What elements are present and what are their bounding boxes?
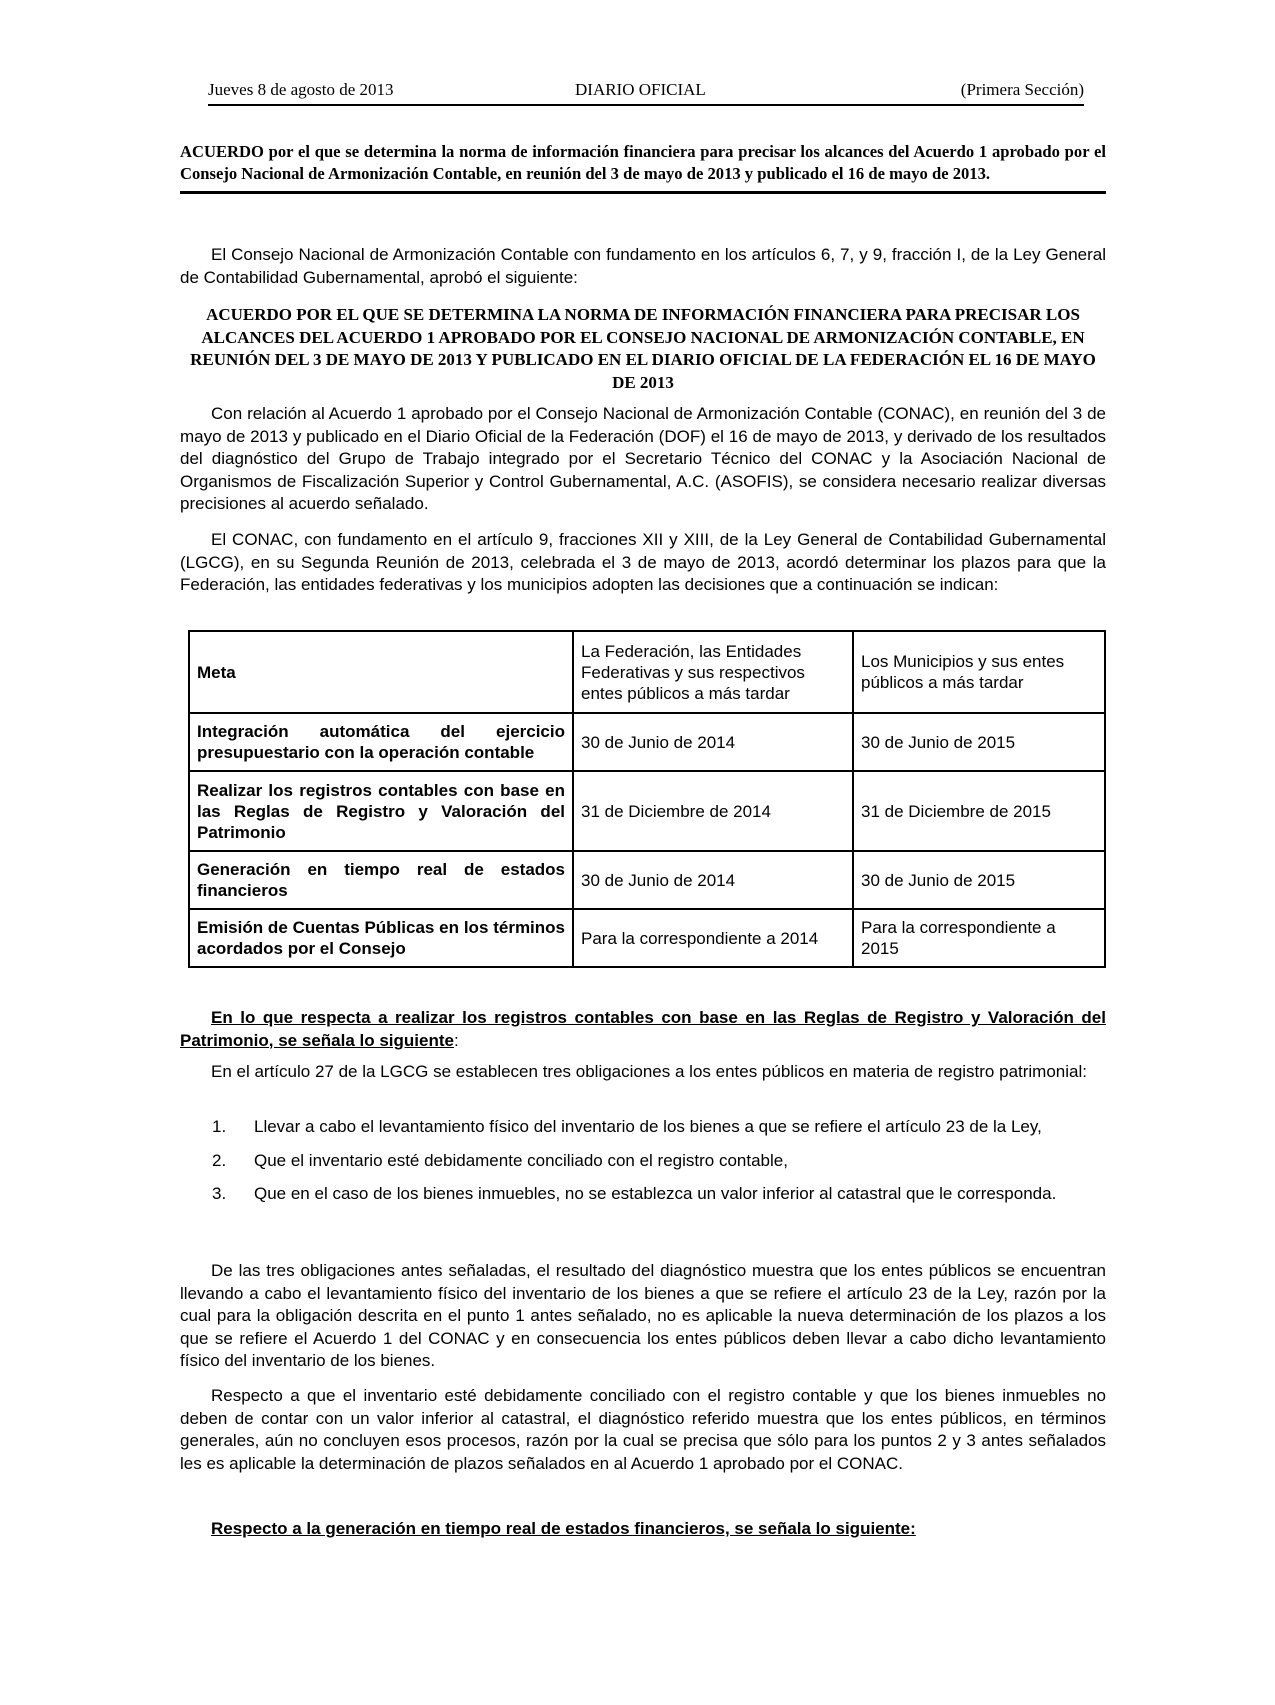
header-publication: DIARIO OFICIAL	[575, 80, 706, 99]
paragraph-1: Con relación al Acuerdo 1 aprobado por el Consejo Nacional de Armonización Contable (CONAC), en reunión del 3 de mayo de 2013 y publicado en el Diario Oficial de la Federación (DOF) el 16 de mayo de 2013, y derivado de los resultados del diagnóstico del Grupo de Trabajo integrado por el Secretario Técnico del CONAC y la Asociación Nacional de Organismos de Fiscalización Superior y Control Gubernamental, A.C. (ASOFIS), se considera necesario realizar diversas precisiones al acuerdo señalado.	[180, 404, 1106, 513]
table-header-row	[189, 631, 1105, 713]
row-municipios: 31 de Diciembre de 2015	[853, 771, 1105, 851]
list-item-text: Que el inventario esté debidamente conciliado con el registro contable,	[254, 1150, 788, 1170]
obligations-list	[180, 1116, 1106, 1217]
row-meta: Realizar los registros contables con base en las Reglas de Registro y Valoración del Patrimonio	[189, 771, 573, 851]
table-row	[189, 851, 1105, 909]
row-federacion: 31 de Diciembre de 2014	[573, 771, 853, 851]
list-item-text: Llevar a cabo el levantamiento físico del inventario de los bienes a que se refiere el artículo 23 de la Ley,	[254, 1117, 1042, 1136]
subhead-registros-colon: :	[453, 1030, 459, 1050]
subhead-registros	[180, 1007, 1106, 1052]
row-federacion: Para la correspondiente a 2014	[573, 909, 853, 967]
subhead-estados-financieros	[180, 1518, 1106, 1541]
subhead-registros-text: En lo que respecta a realizar los registros contables con base en las Reglas de Registro y Valoración del Patrimonio, se señala lo siguiente	[180, 1008, 1106, 1050]
row-meta: Generación en tiempo real de estados financieros	[189, 851, 573, 909]
header-meta: Meta	[189, 631, 573, 713]
table-row	[189, 909, 1105, 967]
acuerdo-title: ACUERDO por el que se determina la norma de información financiera para precisar los alcances del Acuerdo 1 aprobado por el Consejo Nacional de Armonización Contable, en reunión del 3 de mayo de 2013 y publicado el 16 de mayo de 2013.	[180, 141, 1106, 194]
list-item	[180, 1183, 1106, 1206]
header-federacion: La Federación, las Entidades Federativas y sus respectivos entes públicos a más tardar	[573, 631, 853, 713]
list-item	[180, 1150, 1106, 1173]
header-section: (Primera Sección)	[960, 80, 1084, 99]
list-item	[180, 1116, 1106, 1139]
table-row	[189, 771, 1105, 851]
row-municipios: 30 de Junio de 2015	[853, 713, 1105, 771]
center-title: ACUERDO POR EL QUE SE DETERMINA LA NORMA DE INFORMACIÓN FINANCIERA PARA PRECISAR LOS ALCANCES DEL ACUERDO 1 APROBADO POR EL CONSEJO NACIONAL DE ARMONIZACIÓN CONTABLE, EN REUNIÓN DEL 3 DE MAYO DE 2013 Y PUBLICADO EN EL DIARIO OFICIAL DE LA FEDERACIÓN EL 16 DE MAYO DE 2013	[190, 305, 1096, 392]
paragraph-2: El CONAC, con fundamento en el artículo 9, fracciones XII y XIII, de la Ley General de Contabilidad Gubernamental (LGCG), en su Segunda Reunión de 2013, celebrada el 3 de mayo de 2013, acordó determinar los plazos para que la Federación, las entidades federativas y los municipios adopten las decisiones que a continuación se indican:	[180, 530, 1106, 594]
list-item-text: Que en el caso de los bienes inmuebles, no se establezca un valor inferior al catastral que le corresponda.	[254, 1184, 1057, 1203]
metas-table	[188, 630, 1106, 968]
row-federacion: 30 de Junio de 2014	[573, 851, 853, 909]
intro-paragraph: El Consejo Nacional de Armonización Contable con fundamento en los artículos 6, 7, y 9, fracción I, de la Ley General de Contabilidad Gubernamental, aprobó el siguiente:	[180, 245, 1106, 287]
header-date: Jueves 8 de agosto de 2013	[208, 80, 394, 99]
list-item-number: 3.	[212, 1184, 227, 1203]
list-item-number: 1.	[212, 1117, 227, 1136]
page-header	[208, 78, 1084, 106]
subhead-estados-financieros-text: Respecto a la generación en tiempo real de estados financieros, se señala lo siguiente:	[211, 1519, 916, 1538]
header-municipios: Los Municipios y sus entes públicos a más tardar	[853, 631, 1105, 713]
row-meta: Integración automática del ejercicio presupuestario con la operación contable	[189, 713, 573, 771]
list-item-number: 2.	[212, 1150, 227, 1170]
paragraph-3: En el artículo 27 de la LGCG se establecen tres obligaciones a los entes públicos en materia de registro patrimonial:	[211, 1062, 1087, 1081]
row-federacion: 30 de Junio de 2014	[573, 713, 853, 771]
row-municipios: Para la correspondiente a 2015	[853, 909, 1105, 967]
row-meta: Emisión de Cuentas Públicas en los términos acordados por el Consejo	[189, 909, 573, 967]
row-municipios: 30 de Junio de 2015	[853, 851, 1105, 909]
paragraph-4: De las tres obligaciones antes señaladas, el resultado del diagnóstico muestra que los entes públicos se encuentran llevando a cabo el levantamiento físico del inventario de los bienes a que se refiere el artículo 23 de la Ley, razón por la cual para la obligación descrita en el punto 1 antes señalado, no es aplicable la nueva determinación de los plazos a los que se refiere el Acuerdo 1 del CONAC y en consecuencia los entes públicos deben llevar a cabo dicho levantamiento físico del inventario de los bienes.	[180, 1261, 1106, 1370]
paragraph-5: Respecto a que el inventario esté debidamente conciliado con el registro contable y que los bienes inmuebles no deben de contar con un valor inferior al catastral, el diagnóstico referido muestra que los entes públicos, en términos generales, aún no concluyen esos procesos, razón por la cual se precisa que sólo para los puntos 2 y 3 antes señalados les es aplicable la determinación de plazos señalados en al Acuerdo 1 aprobado por el CONAC.	[180, 1386, 1106, 1473]
table-row	[189, 713, 1105, 771]
